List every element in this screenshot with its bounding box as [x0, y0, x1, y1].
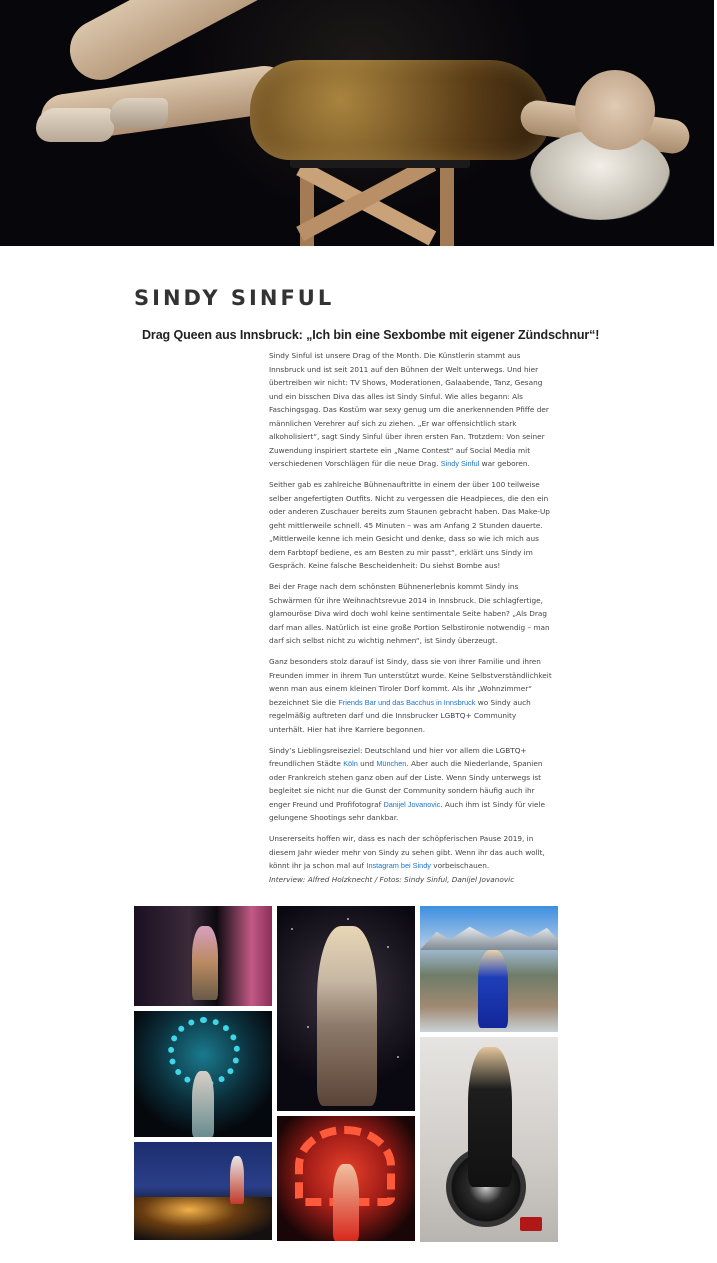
gallery-photo-red-feathers[interactable]	[277, 1116, 415, 1241]
link-muenchen[interactable]: München	[376, 759, 407, 768]
gallery-photo-mountain-rooftop[interactable]	[420, 906, 558, 1032]
article-subtitle: Drag Queen aus Innsbruck: „Ich bin eine Sexbombe mit eigener Zündschnur“!	[142, 328, 600, 342]
link-friends-bar[interactable]: Friends Bar und das Bacchus in Innsbruck	[338, 697, 476, 707]
hero-photo	[0, 0, 714, 246]
link-danijel-jovanovic[interactable]: Danijel Jovanovic	[383, 799, 441, 809]
article-body	[269, 349, 553, 894]
paragraph: Sindy’s Lieblingsreiseziel: Deutschland und hier vor allem die LGBTQ+ freundlichen Städte Köln und München. Aber auch die Niederlande, Spanien oder Frankreich stehen ganz oben auf der Liste. Wenn Sindy unterwegs ist begleitet sie nicht nur die Gunst der Community sondern häufig auch ihr enger Freund und Profifotograf Danijel Jovanovic. Auch ihm ist Sindy für viele gelungene Shootings sehr dankbar.	[269, 745, 545, 822]
paragraph: Ganz besonders stolz darauf ist Sindy, dass sie von ihrer Familie und ihren Freunden immer in ihrem Tun unterstützt wurde. Keine Selbstverständlichkeit wenn man aus einem kleinen Tiroler Dorf kommt. Als ihr „Wohnzimmer“ bezeichnet Sie die Friends Bar und das Bacchus in Innsbruck wo Sindy auch regelmäßig auftreten darf und die Innsbrucker LGBTQ+ Community unterhält. Hier hat ihre Karriere begonnen.	[269, 657, 552, 734]
gallery-photo-stage-fringe[interactable]	[134, 906, 272, 1006]
link-koeln[interactable]: Köln	[343, 759, 358, 768]
link-sindy-sinful[interactable]: Sindy Sinful	[440, 459, 480, 468]
paragraph: Sindy Sinful ist unsere Drag of the Month. Die Künstlerin stammt aus Innsbruck und ist seit 2011 auf den Bühnen der Welt unterwegs. Und hier übertreiben wir nicht: TV Shows, Moderationen, Galaabende, Tanz, Gesang und ein bisschen Diva das alles ist Sindy Sinful. Wie alles begann: Als Faschingsgag. Das Kostüm war sexy genug um die anerkennenden Pfiffe der männlichen Verehrer auf sich zu ziehen. „Er war offensichtlich stark alkoholisiert“, sagt Sindy Sinful über ihren ersten Fan. Trotzdem: Von seiner Zuwendung inspiriert startete ein „Name Contest“ auf Social Media mit verschiedenen Vorschlägen für die neue Drag. Sindy Sinful war geboren.	[269, 351, 549, 468]
gallery-photo-stage-singer[interactable]	[277, 906, 415, 1111]
gallery-photo-city-night[interactable]	[134, 1142, 272, 1240]
gallery-photo-headpiece[interactable]	[134, 1011, 272, 1137]
paragraph: Bei der Frage nach dem schönsten Bühnenerlebnis kommt Sindy ins Schwärmen für ihre Weihnachtsrevue 2014 in Innsbruck. Die schlagfertige, glamouröse Diva wird doch wohl keine sentimentale Seite haben? „Als Drag darf man alles. Natürlich ist eine große Portion Selbstironie notwendig – man darf sich selbst nicht zu wichtig nehmen“, ist Sindy überzeugt.	[269, 582, 550, 645]
photo-credit: Interview: Alfred Holzknecht / Fotos: Sindy Sinful, Danijel Jovanovic	[269, 874, 515, 884]
gallery-photo-tire-pose[interactable]	[420, 1037, 558, 1242]
paragraph: Unsererseits hoffen wir, dass es nach der schöpferischen Pause 2019, in diesem Jahr wieder mehr von Sindy zu sehen gibt. Wenn ihr das auch wollt, könnt ihr ja schon mal auf Instagram bei Sindy vorbeischauen.	[269, 834, 545, 870]
link-instagram[interactable]: Instagram bei Sindy	[366, 861, 431, 870]
page-title: SINDY SINFUL	[134, 286, 335, 310]
paragraph: Seither gab es zahlreiche Bühnenauftritte in einem der über 100 teilweise selber angefertigten Outfits. Nicht zu vergessen die Headpieces, die den ein oder anderen Zuschauer bereits zum Staunen gebracht haben. Das Make-Up geht mittlerweile schnell. 45 Minuten – was am Anfang 2 Stunden dauerte. „Mittlerweile kenne ich mein Gesicht und denke, dass so wie ich mich aus dem Farbtopf bediene, es am Besten zu mir passt“, erklärt uns Sindy im Gespräch. Keine falsche Bescheidenheit: Du siehst Bombe aus!	[269, 480, 550, 570]
